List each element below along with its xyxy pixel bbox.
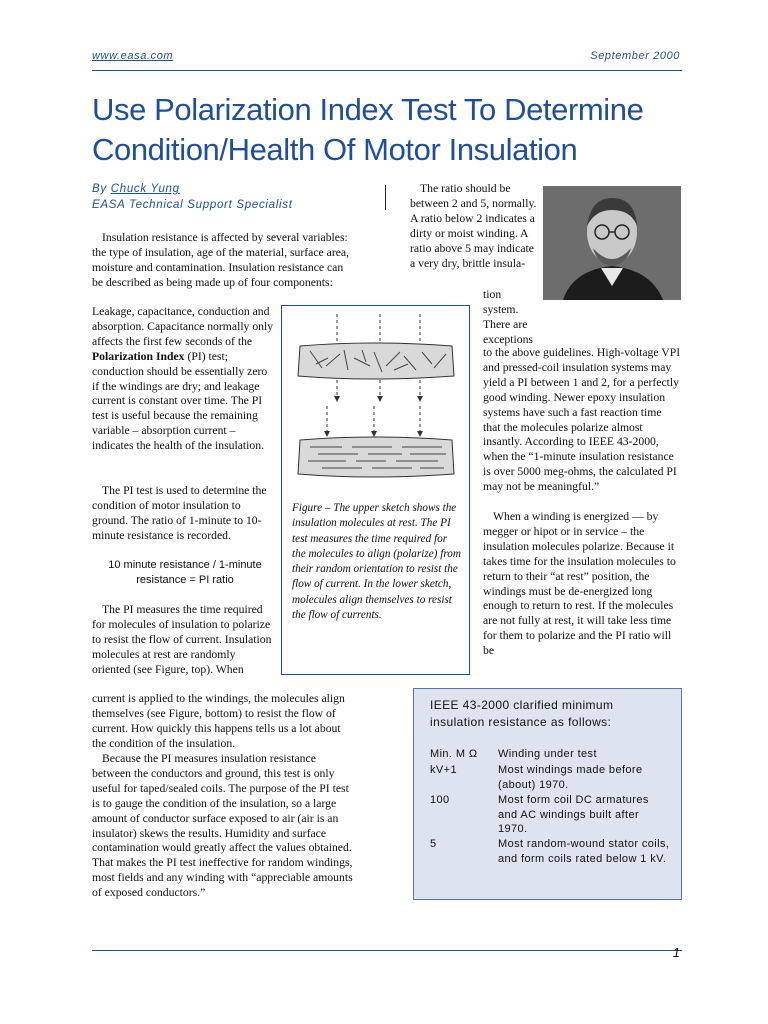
col1-paragraph-3b: current is applied to the windings, the molecules align themselves (see Figure, bottom) to resist the flow of current. How quickly this happens tells us a lot about the condition of the insulation. — [92, 692, 345, 750]
col1-paragraph-1b — [92, 305, 274, 454]
col2-paragraph-2: When a winding is energized — by megger or hipot or in service – the insulation molecules polarize. Because it takes time for the insulation molecules to return to their “at rest” position, the windings must be de-energized long enough to return to rest. If the molecules are not fully at rest, it will take less time for them to polarize and the PI ratio will be — [483, 510, 676, 658]
column-divider — [385, 185, 386, 210]
footer-rule — [92, 950, 682, 951]
author-role: EASA Technical Support Specialist — [92, 199, 293, 211]
col2-paragraph-1b: tion system. There are exceptions — [483, 288, 533, 346]
author-portrait — [543, 186, 681, 300]
article-title: Use Polarization Index Test To Determine Condition/Health Of Motor Insulation — [92, 92, 644, 167]
col2-paragraph-1a: The ratio should be between 2 and 5, normally. A ratio below 2 indicates a dirty or moist winding. A ratio above 5 may indicate a very dry, brittle insula- — [410, 182, 537, 270]
figure-caption: Figure – The upper sketch shows the insulation molecules at rest. The PI test measures the time required for the molecules to align (polarize) from their random orientation to resist the flow of current. In the lower sketch, molecules align themselves to resist the flow of currents. — [292, 502, 461, 622]
ieee-sidebar-box — [413, 688, 682, 900]
col1-paragraph-4: Because the PI measures insulation resistance between the conductors and ground, this test is only useful for taped/sealed coils. The purpose of the PI test is to gauge the condition of the insulation, so a large amount of conductor surface exposed to air (air is an insulator) skews the results. Humidity and surface contamination would greatly affect the values obtained. That makes the PI test ineffective for random windings, most fields and any winding with “appreciable amounts of exposed conductors.” — [92, 752, 353, 900]
ieee-heading: IEEE 43-2000 clarified minimum insulation resistance as follows: — [430, 698, 614, 729]
issue-date: September 2000 — [590, 50, 680, 62]
ieee-row-desc: Most random-wound stator coils, and form coils rated below 1 kV. — [498, 838, 670, 865]
ieee-col-header-winding: Winding under test — [498, 748, 597, 760]
ieee-row-value: 5 — [430, 838, 437, 850]
byline-by: By — [92, 183, 107, 195]
insulation-molecule-diagram — [282, 306, 469, 496]
col1-paragraph-3a: The PI measures the time required for molecules of insulation to polarize to resist the flow of current. Insulation molecules at rest are randomly oriented (see Figure, top). When — [92, 603, 272, 676]
ieee-row-desc: Most form coil DC armatures and AC windings built after 1970. — [498, 794, 649, 836]
ieee-row-desc: Most windings made before (about) 1970. — [498, 764, 643, 791]
author-photo — [543, 186, 681, 300]
ieee-row-value: kV+1 — [430, 764, 457, 776]
col1-paragraph-2: The PI test is used to determine the condition of motor insulation to ground. The ratio of 1-minute to 10-minute resistance is recorded. — [92, 484, 267, 542]
page-number: 1 — [672, 945, 680, 960]
col1-p1-narrow: Leakage, capacitance, conduction and absorption. Capacitance normally only affects the first few seconds of the — [92, 305, 274, 348]
byline — [92, 183, 180, 195]
author-link[interactable]: Chuck Yung — [110, 183, 180, 195]
col1-p1-rest: (PI) test; conduction should be essentially zero if the windings are dry; and leakage current is constant over time. The PI test is useful because the remaining variable – absorption current – indicates the health of the insulation. — [92, 349, 268, 453]
website-link[interactable]: www.easa.com — [92, 50, 174, 62]
ieee-col-header-min: Min. M Ω — [430, 748, 478, 760]
col1-paragraph-1a: Insulation resistance is affected by several variables: the type of insulation, age of the material, surface area, moisture and contamination. Insulation resistance can be described as being made up of four components: — [92, 231, 350, 289]
ieee-row-value: 100 — [430, 794, 450, 806]
pi-formula: 10 minute resistance / 1-minute resistance = PI ratio — [108, 559, 262, 586]
header-rule — [92, 70, 682, 71]
col2-paragraph-1c: to the above guidelines. High-voltage VPI and pressed-coil insulation systems may yield a PI between 1 and 2, for a perfectly good winding. Newer epoxy insulation systems have such a fast reaction time that the molecules polarize almost insantly. According to IEEE 43-2000, when the “1-minute insulation resistance is over 5000 meg-ohms, the calculated PI may not be meaningful.” — [483, 346, 681, 494]
pi-term: Polarization Index — [92, 349, 185, 363]
